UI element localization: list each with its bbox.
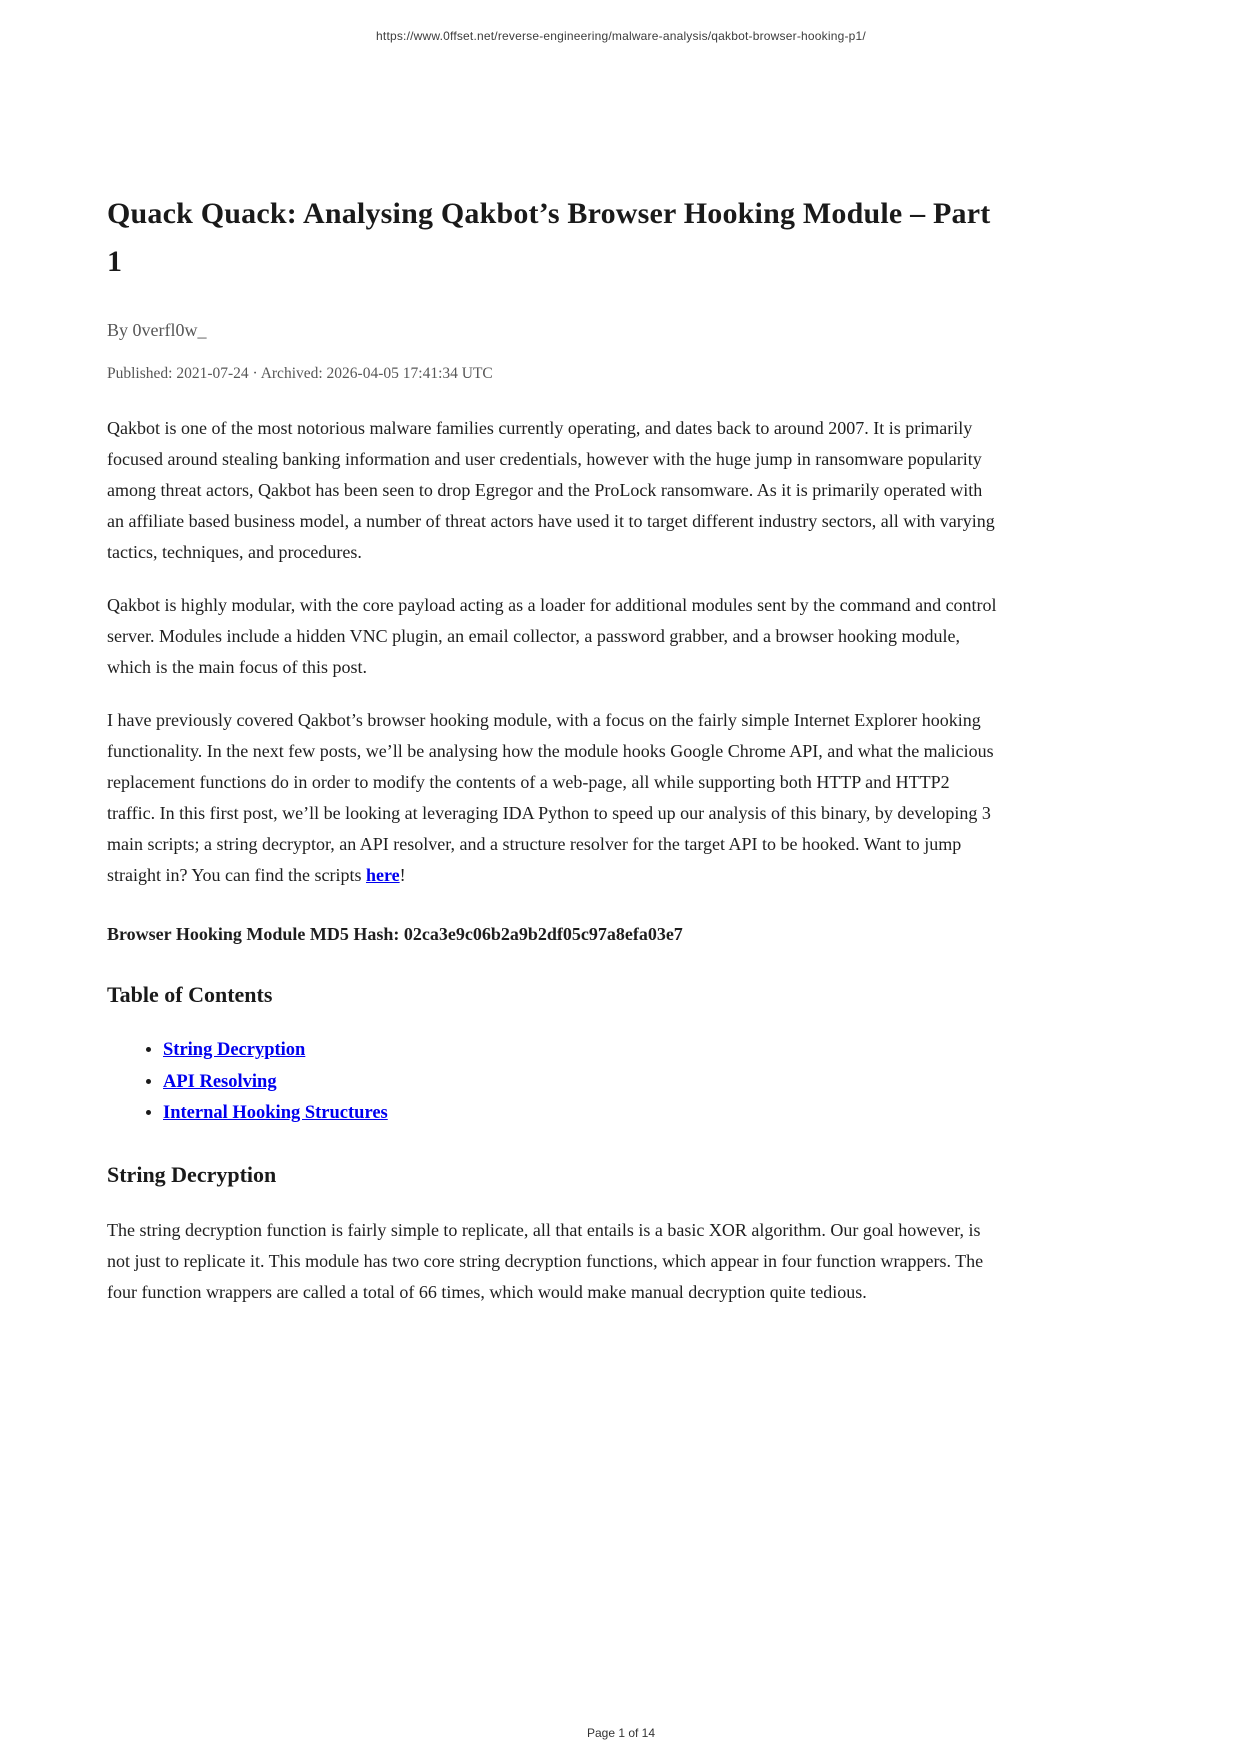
section-heading-string-decryption: String Decryption (107, 1161, 277, 1187)
paragraph-previous-coverage (107, 705, 997, 891)
page-url-header: https://www.0ffset.net/reverse-engineering/malware-analysis/qakbot-browser-hooking-p1/ (376, 29, 866, 43)
toc-link-internal-hooking-structures[interactable]: Internal Hooking Structures (163, 1103, 388, 1123)
table-of-contents (107, 1035, 997, 1130)
publish-archive-meta: Published: 2021-07-24 · Archived: 2026-04-05 17:41:34 UTC (107, 365, 493, 382)
byline: By 0verfl0w_ (107, 320, 207, 340)
toc-item (163, 1067, 997, 1099)
toc-heading: Table of Contents (107, 982, 273, 1007)
scripts-link[interactable]: here (365, 865, 400, 885)
toc-item (163, 1098, 997, 1130)
paragraph-text-before-link: I have previously covered Qakbot’s browser hooking module, with a focus on the fairly simple Internet Explorer hooking functionality. In the next few posts, we’ll be analysing how the module hooks Google Chrome API, and what the malicious replacement functions do in order to modify the contents of a web-page, all while supporting both HTTP and HTTP2 traffic. In this first post, we’ll be looking at leveraging IDA Python to speed up our analysis of this binary, by developing 3 main scripts; a string decryptor, an API resolver, and a structure resolver for the target API to be hooked. Want to jump straight in? You can find the scripts (107, 710, 994, 885)
toc-item (163, 1035, 997, 1067)
article-content (107, 190, 997, 1330)
paragraph-text-after-link: ! (399, 865, 406, 885)
page-title: Quack Quack: Analysing Qakbot’s Browser Hooking Module – Part 1 (107, 197, 991, 278)
page-number: Page 1 of 14 (586, 1726, 656, 1740)
paragraph-modularity: Qakbot is highly modular, with the core payload acting as a loader for additional modules sent by the command and control server. Modules include a hidden VNC plugin, an email collector, a password grabber, and a browser hooking module, which is the main focus of this post. (107, 595, 997, 677)
md5-hash-line: Browser Hooking Module MD5 Hash: 02ca3e9c06b2a9b2df05c97a8efa03e7 (107, 924, 683, 944)
paragraph-intro: Qakbot is one of the most notorious malware families currently operating, and dates back to around 2007. It is primarily focused around stealing banking information and user credentials, however with the huge jump in ransomware popularity among threat actors, Qakbot has been seen to drop Egregor and the ProLock ransomware. As it is primarily operated with an affiliate based business model, a number of threat actors have used it to target different industry sectors, all with varying tactics, techniques, and procedures. (107, 418, 995, 562)
paragraph-string-decryption: The string decryption function is fairly simple to replicate, all that entails is a basic XOR algorithm. Our goal however, is not just to replicate it. This module has two core string decryption functions, which appear in four function wrappers. The four function wrappers are called a total of 66 times, which would make manual decryption quite tedious. (107, 1219, 984, 1302)
toc-link-api-resolving[interactable]: API Resolving (163, 1071, 277, 1092)
toc-link-string-decryption[interactable]: String Decryption (163, 1040, 306, 1060)
